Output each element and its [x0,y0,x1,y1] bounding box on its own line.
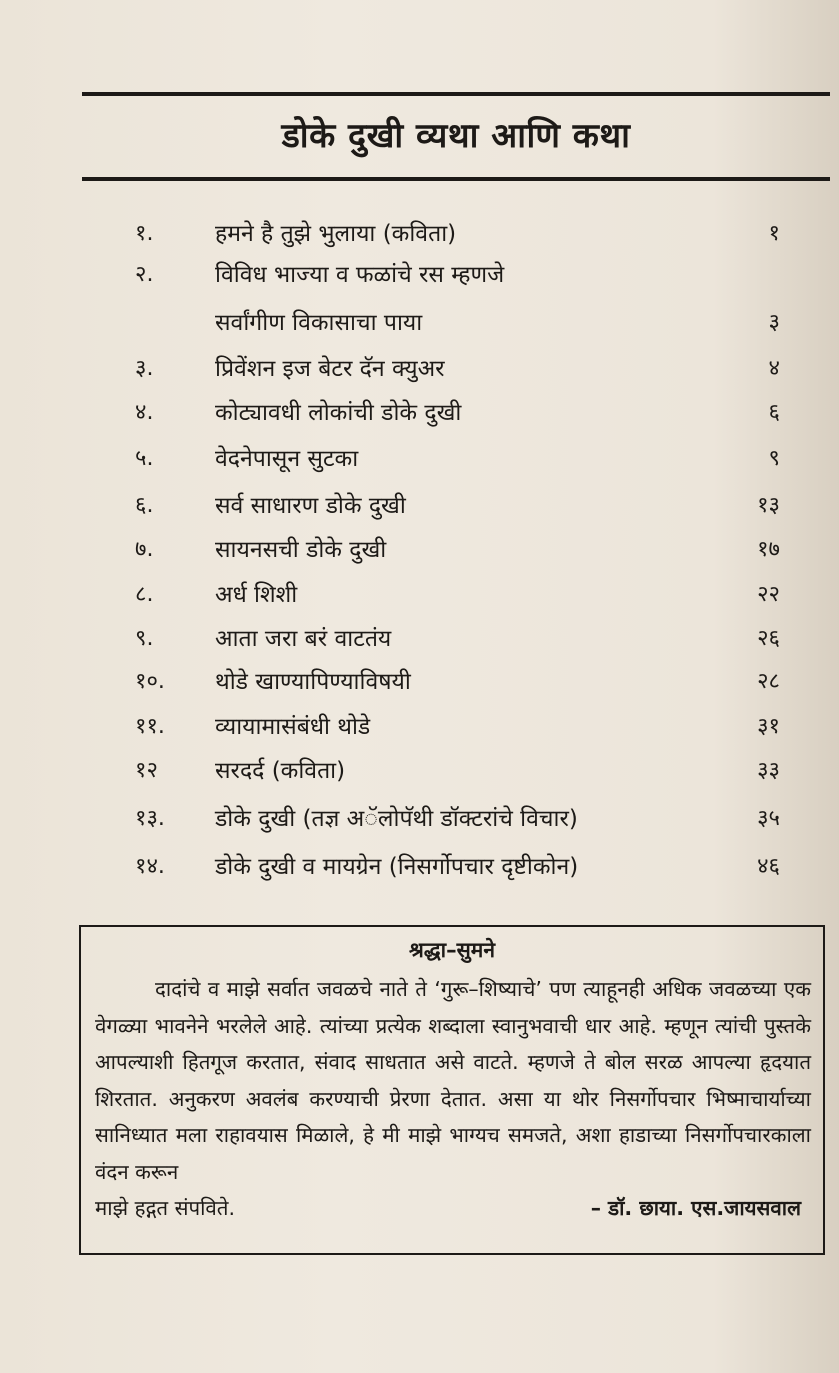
toc-number: ५. [135,446,154,471]
toc-number: ४. [135,400,154,425]
title-bottom-rule [82,177,830,181]
toc-number: १२ [135,758,158,783]
toc-title: सरदर्द (कविता) [215,758,346,784]
toc-page-number: ३३ [757,758,780,783]
toc-title: प्रिवेंशन इज बेटर दॅन क्युअर [215,356,445,382]
toc-page-number: ६ [768,400,780,425]
toc-title: सर्वांगीण विकासाचा पाया [215,310,423,336]
toc-row [0,347,839,391]
toc-number: १४. [135,854,165,879]
tribute-paragraph: दादांचे व माझे सर्वात जवळचे नाते ते ‘गुरू–शिष्याचे’ पण त्याहूनही अधिक जवळच्या एक वेगळ्या भावनेने भरलेले आहे. त्यांच्या प्रत्येक शब्दाला स्वानुभवाची धार आहे. म्हणून त्यांची पुस्तके आपल्याशी हितगूज करतात, संवाद साधतात असे वाटते. म्हणजे ते बोल सरळ आपल्या हृदयात शिरतात. अनुकरण अवलंब करण्याची प्रेरणा देतात. असा या थोर निसर्गोपचार भिष्माचार्याच्या सानिध्यात मला राहावयास मिळाले, हे मी माझे भाग्यच समजते, अशा हाडाच्या निसर्गोपचारकाला वंदन करून [95,977,811,1184]
toc-number: ११. [135,714,165,739]
toc-row [0,617,839,661]
tribute-closing: माझे हद्गत संपविते. [95,1196,236,1220]
toc-page-number: ४६ [757,854,780,879]
toc-row [0,484,839,528]
toc-title: सायनसची डोके दुखी [215,537,387,563]
toc-number: ७. [135,537,154,562]
toc-number: ९. [135,626,154,651]
toc-title: सर्व साधारण डोके दुखी [215,493,406,519]
tribute-signature-row [95,1190,811,1226]
toc-title: व्यायामासंबंधी थोडे [215,714,371,740]
toc-page-number: १ [768,221,780,246]
toc-page-number: २२ [757,582,780,607]
toc-page-number: ३५ [757,806,780,831]
tribute-box [79,925,825,1255]
toc-page-number: १३ [757,493,780,518]
tribute-heading: श्रद्धा–सुमने [409,938,495,962]
toc-page-number: ३ [768,310,780,335]
toc-title: विविध भाज्या व फळांचे रस म्हणजे [215,262,505,288]
tribute-signature: – डॉ. छाया. एस.जायसवाल [590,1196,801,1220]
toc-row [0,749,839,793]
toc-number: २. [135,262,154,287]
toc-row [0,660,839,704]
toc-title: हमने है तुझे भुलाया (कविता) [215,221,457,247]
toc-row [0,253,839,297]
toc-title: आता जरा बरं वाटतंय [215,626,392,652]
toc-title: कोट्यावधी लोकांची डोके दुखी [215,400,462,426]
toc-page-number: ९ [768,446,780,471]
toc-row [0,212,839,256]
toc-page-number: २६ [757,626,780,651]
toc-row [0,391,839,435]
toc-number: ३. [135,356,154,381]
page-title: डोके दुखी व्यथा आणि कथा [281,116,631,156]
toc-row [0,845,839,889]
toc-number: १०. [135,669,165,694]
toc-number: ६. [135,493,154,518]
toc-title: अर्ध शिशी [215,582,298,608]
toc-title: थोडे खाण्यापिण्याविषयी [215,669,411,695]
toc-title: डोके दुखी व मायग्रेन (निसर्गोपचार दृष्टीकोन) [215,854,579,880]
toc-row [0,573,839,617]
toc-title: वेदनेपासून सुटका [215,446,359,472]
toc-row [0,301,839,345]
toc-title: डोके दुखी (तज्ञ अॅलोपॅथी डॉक्टरांचे विचार) [215,806,578,832]
toc-page-number: ४ [768,356,780,381]
toc-page-number: २८ [757,669,780,694]
toc-page-number: १७ [757,537,780,562]
toc-number: १३. [135,806,165,831]
toc-row [0,705,839,749]
tribute-body [95,971,811,1226]
title-top-rule [82,92,830,96]
toc-row [0,797,839,841]
toc-number: १. [135,221,154,246]
toc-row [0,528,839,572]
toc-number: ८. [135,582,154,607]
toc-page-number: ३१ [757,714,780,739]
toc-row [0,437,839,481]
